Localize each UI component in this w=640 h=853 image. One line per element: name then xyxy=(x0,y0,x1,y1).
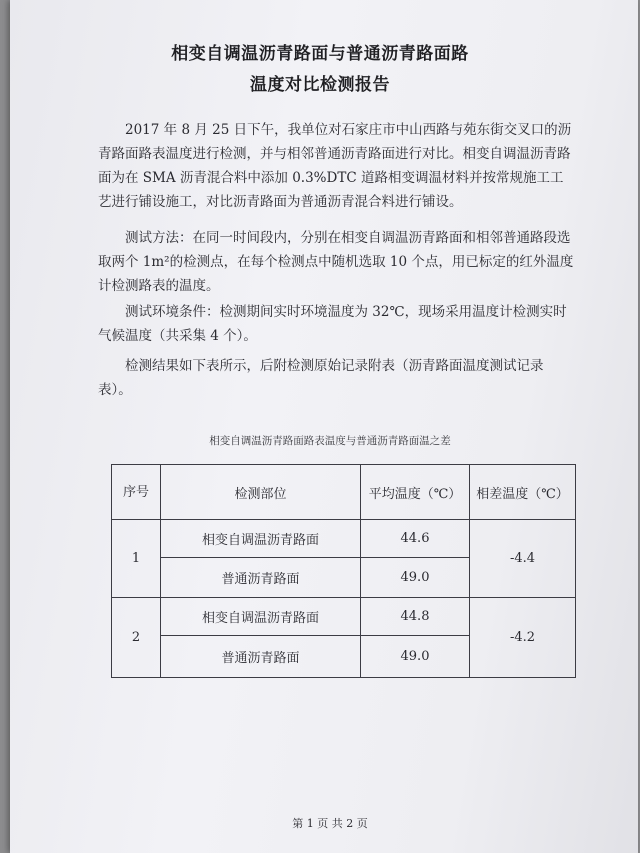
page-footer: 第 1 页 共 2 页 xyxy=(292,817,368,830)
paragraph-test-environment: 测试环境条件：检测期间实时环境温度为 32℃，现场采用温度计检测实时气候温度（共采集 4 个）。 xyxy=(98,304,567,344)
report-title-line-2: 温度对比检测报告 xyxy=(250,75,390,95)
difference-cell: -4.2 xyxy=(470,598,576,678)
results-table xyxy=(111,464,576,678)
site-cell: 相变自调温沥青路面 xyxy=(161,598,361,636)
average-cell: 44.8 xyxy=(361,598,470,636)
paragraph-results-note: 检测结果如下表所示，后附检测原始记录附表（沥青路面温度测试记录表）。 xyxy=(98,358,544,398)
header-temperature-difference: 相差温度（℃） xyxy=(470,465,576,520)
header-index xyxy=(112,465,161,520)
header-site: 检测部位 xyxy=(161,465,361,520)
average-cell: 49.0 xyxy=(361,558,470,598)
table-caption: 相变自调温沥青路面路表温度与普通沥青路面温之差 xyxy=(209,435,451,447)
average-cell: 44.6 xyxy=(361,520,470,558)
paragraph-test-method: 测试方法：在同一时间段内，分别在相变自调温沥青路面和相邻普通路段选取两个 1m²的检测点，在每个检测点中随机选取 10 个点，用已标定的红外温度计检测路表的温度。 xyxy=(98,230,574,294)
table-row xyxy=(112,598,576,636)
average-cell: 49.0 xyxy=(361,636,470,678)
table-header-row xyxy=(112,465,576,520)
site-cell: 相变自调温沥青路面 xyxy=(161,520,361,558)
report-title-line-1: 相变自调温沥青路面与普通沥青路面路 xyxy=(171,44,469,64)
difference-cell: -4.4 xyxy=(470,520,576,598)
table-row xyxy=(112,520,576,558)
header-index-text: 序号 xyxy=(122,484,149,500)
group-index-cell: 2 xyxy=(112,598,161,678)
group-index-cell: 1 xyxy=(112,520,161,598)
site-cell: 普通沥青路面 xyxy=(161,636,361,678)
header-average-temperature: 平均温度（℃） xyxy=(361,465,470,520)
site-cell: 普通沥青路面 xyxy=(161,558,361,598)
paragraph-intro: 2017 年 8 月 25 日下午，我单位对石家庄市中山西路与苑东街交叉口的沥青路面路表温度进行检测，并与相邻普通沥青路面进行对比。相变自调温沥青路面为在 SMA 沥青混合料中添加 0.3%DTC 道路相变调温材料并按常规施工工艺进行铺设施工，对比沥青路面为普通沥青混合料进行铺设。 xyxy=(98,122,572,210)
